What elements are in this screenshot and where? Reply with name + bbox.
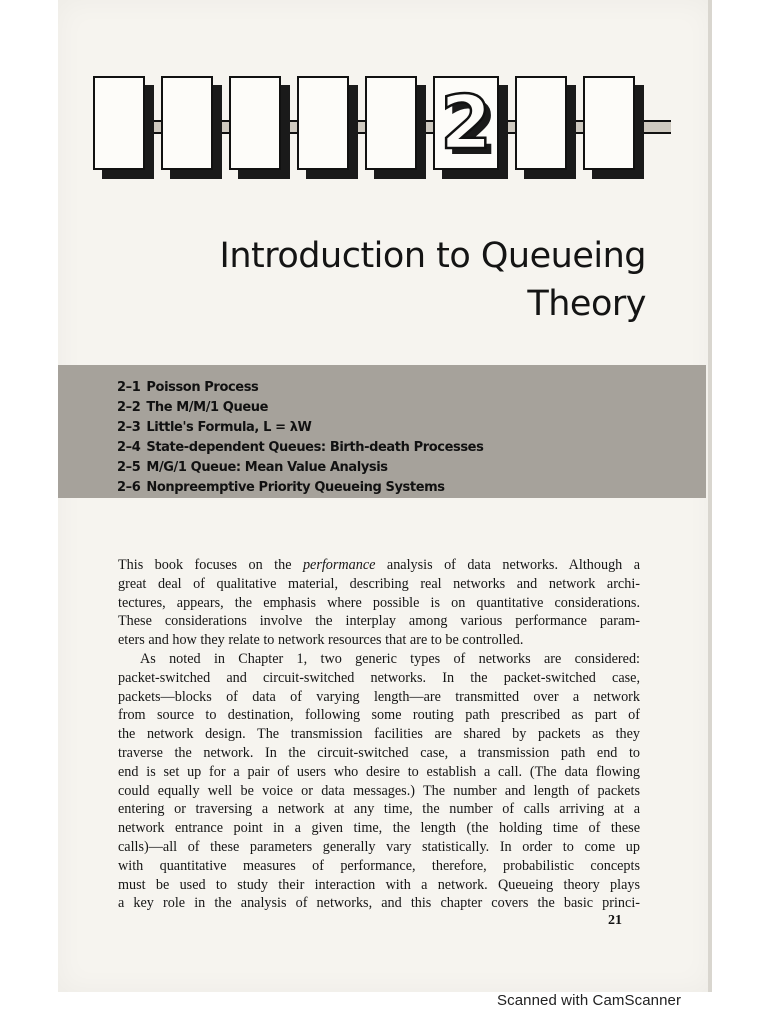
text-line: must be used to study their interaction with a network. Queueing theory plays: [118, 876, 640, 893]
text-line: As noted in Chapter 1, two generic types of networks are considered:: [140, 650, 640, 667]
section-number: 2–6: [117, 480, 141, 495]
text-line: This book focuses on the performance analysis of data networks. Although a: [118, 557, 641, 573]
text-line: tectures, appears, the emphasis where possible is on quantitative considerations.: [118, 594, 640, 611]
section-number: 2–4: [117, 440, 141, 455]
section-number: 2–5: [117, 460, 141, 475]
paragraph-2: [118, 650, 640, 913]
body-text: [118, 556, 640, 913]
chapter-banner: [93, 72, 677, 182]
section-item: [117, 378, 706, 398]
banner-block: [583, 76, 635, 170]
banner-block: [515, 76, 567, 170]
section-item: [117, 418, 706, 438]
chapter-number: 2: [440, 80, 492, 166]
section-item: [117, 398, 706, 418]
section-title: Poisson Process: [146, 380, 259, 395]
text-line: traverse the network. In the circuit-switched case, a transmission path end to: [118, 744, 640, 761]
chapter-number-block: [433, 76, 499, 170]
text-line: network entrance point in a given time, the length (the holding time of these: [118, 820, 640, 837]
text-line: the network design. The transmission facilities are shared by packets as they: [118, 726, 640, 743]
section-title: M/G/1 Queue: Mean Value Analysis: [146, 460, 388, 475]
section-title: Nonpreemptive Priority Queueing Systems: [146, 480, 445, 495]
banner-block: [93, 76, 145, 170]
chapter-title: [190, 232, 646, 328]
banner-block: [297, 76, 349, 170]
section-item: [117, 478, 706, 498]
section-number: 2–2: [117, 400, 141, 415]
text-line: packet-switched and circuit-switched networks. In the packet-switched case,: [118, 669, 640, 686]
page-number: 21: [608, 913, 622, 928]
banner-block: [365, 76, 417, 170]
banner-block: [161, 76, 213, 170]
text-line: calls)—all of these parameters generally vary statistically. In order to come up: [118, 838, 640, 855]
text-line: from source to destination, following some routing path prescribed as part of: [118, 707, 640, 724]
text-line: eters and how they relate to network resources that are to be controlled.: [118, 632, 524, 649]
text-line: could equally well be voice or data messages.) The number and length of packets: [118, 782, 640, 799]
text-line: a key role in the analysis of networks, and this chapter covers the basic princi-: [118, 895, 640, 912]
section-title: Little's Formula, L = λW: [146, 420, 312, 435]
text-line: great deal of qualitative material, describing real networks and network archi-: [118, 575, 640, 592]
section-title: State-dependent Queues: Birth-death Processes: [146, 440, 484, 455]
section-title: The M/M/1 Queue: [146, 400, 269, 415]
scanner-watermark: Scanned with CamScanner: [497, 992, 682, 1009]
text-line: packets—blocks of data of varying length—are transmitted over a network: [118, 688, 640, 705]
text-line: entering or traversing a network at any time, the number of calls arriving at a: [118, 801, 640, 818]
paragraph-1: [118, 556, 640, 650]
section-item: [117, 458, 706, 478]
section-list-box: [58, 365, 706, 498]
chapter-title-line-2: Theory: [527, 284, 646, 324]
chapter-title-line-1: Introduction to Queueing: [219, 236, 646, 276]
text-line: These considerations involve the interplay among various performance param-: [118, 613, 640, 630]
section-item: [117, 438, 706, 458]
text-line: end is set up for a pair of users who desire to establish a call. (The data flowing: [118, 763, 640, 780]
section-number: 2–1: [117, 380, 141, 395]
page-edge: [708, 0, 712, 992]
text-line: with quantitative measures of performance, therefore, probabilistic concepts: [118, 857, 640, 874]
section-number: 2–3: [117, 420, 141, 435]
banner-block: [229, 76, 281, 170]
